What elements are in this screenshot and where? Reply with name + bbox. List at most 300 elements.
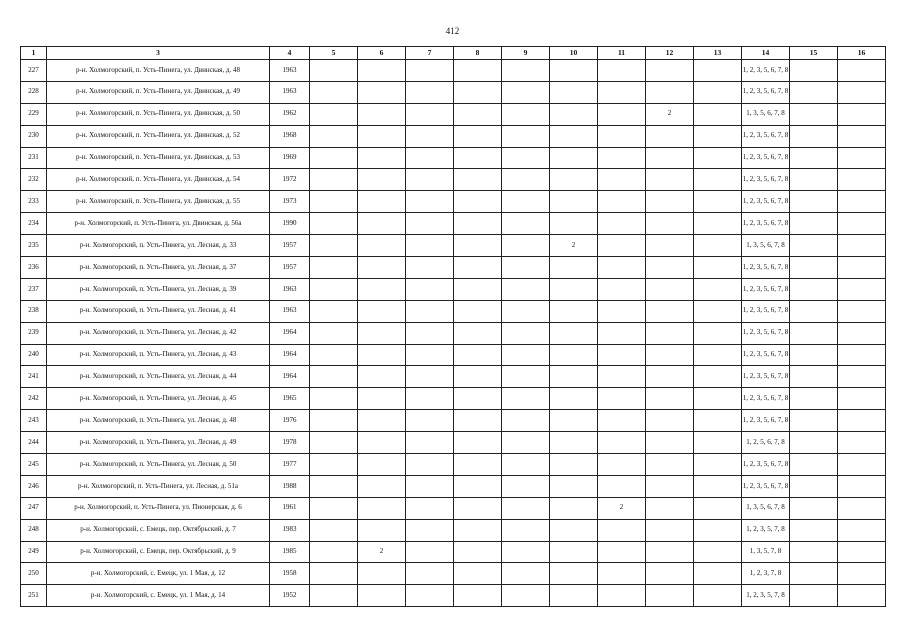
address-cell: р-н. Холмогорский, п. Усть-Пинега, ул. Двинская, д. 48 [47, 60, 270, 82]
cell-c15 [790, 322, 838, 344]
address-cell: р-н. Холмогорский, п. Усть-Пинега, ул. Лесная, д. 45 [47, 388, 270, 410]
cell-c7 [406, 169, 454, 191]
cell-c7 [406, 585, 454, 607]
cell-c6 [358, 191, 406, 213]
cell-c6 [358, 519, 406, 541]
codes-cell: 1, 3, 5, 6, 7, 8 [742, 103, 790, 125]
cell-c10 [550, 388, 598, 410]
cell-c9 [502, 475, 550, 497]
cell-c6 [358, 475, 406, 497]
address-cell: р-н. Холмогорский, п. Усть-Пинега, ул. Лесная, д. 49 [47, 432, 270, 454]
table-row [21, 541, 886, 563]
cell-c15 [790, 191, 838, 213]
cell-c16 [838, 585, 886, 607]
cell-c16 [838, 300, 886, 322]
cell-c6 [358, 60, 406, 82]
cell-c16 [838, 257, 886, 279]
row-number-cell: 248 [21, 519, 47, 541]
cell-c5 [310, 235, 358, 257]
cell-c11: 2 [598, 497, 646, 519]
cell-c8 [454, 103, 502, 125]
address-cell: р-н. Холмогорский, п. Усть-Пинега, ул. Лесная, д. 51а [47, 475, 270, 497]
cell-c12 [646, 388, 694, 410]
table-row [21, 344, 886, 366]
codes-cell: 1, 2, 3, 5, 6, 7, 8 [742, 125, 790, 147]
table-row [21, 125, 886, 147]
cell-c5 [310, 585, 358, 607]
cell-c10 [550, 585, 598, 607]
cell-c8 [454, 454, 502, 476]
cell-c8 [454, 125, 502, 147]
cell-c12 [646, 278, 694, 300]
row-number-cell: 249 [21, 541, 47, 563]
cell-c13 [694, 191, 742, 213]
cell-c16 [838, 60, 886, 82]
row-number-cell: 247 [21, 497, 47, 519]
cell-c16 [838, 563, 886, 585]
cell-c8 [454, 147, 502, 169]
year-cell: 1957 [270, 257, 310, 279]
cell-c13 [694, 410, 742, 432]
cell-c13 [694, 60, 742, 82]
cell-c16 [838, 191, 886, 213]
year-cell: 1964 [270, 322, 310, 344]
cell-c15 [790, 585, 838, 607]
cell-c8 [454, 300, 502, 322]
cell-c12 [646, 191, 694, 213]
row-number-cell: 237 [21, 278, 47, 300]
cell-c12 [646, 322, 694, 344]
cell-c6 [358, 432, 406, 454]
cell-c10 [550, 147, 598, 169]
cell-c6 [358, 563, 406, 585]
year-cell: 1973 [270, 191, 310, 213]
cell-c6 [358, 278, 406, 300]
cell-c8 [454, 388, 502, 410]
cell-c16 [838, 454, 886, 476]
address-cell: р-н. Холмогорский, п. Усть-Пинега, ул. Двинская, д. 54 [47, 169, 270, 191]
cell-c10 [550, 432, 598, 454]
table-row [21, 81, 886, 103]
cell-c11 [598, 322, 646, 344]
address-cell: р-н. Холмогорский, п. Усть-Пинега, ул. Лесная, д. 48 [47, 410, 270, 432]
table-row [21, 147, 886, 169]
cell-c6 [358, 147, 406, 169]
cell-c16 [838, 235, 886, 257]
address-cell: р-н. Холмогорский, с. Емецк, ул. 1 Мая, д. 12 [47, 563, 270, 585]
cell-c9 [502, 235, 550, 257]
codes-cell: 1, 2, 3, 5, 6, 7, 8 [742, 213, 790, 235]
cell-c13 [694, 125, 742, 147]
cell-c12 [646, 81, 694, 103]
row-number-cell: 229 [21, 103, 47, 125]
cell-c9 [502, 60, 550, 82]
cell-c5 [310, 213, 358, 235]
cell-c7 [406, 563, 454, 585]
year-cell: 1952 [270, 585, 310, 607]
cell-c6 [358, 410, 406, 432]
housing-registry-table [20, 46, 886, 607]
cell-c10 [550, 519, 598, 541]
cell-c9 [502, 278, 550, 300]
cell-c12: 2 [646, 103, 694, 125]
table-row [21, 454, 886, 476]
table-row [21, 103, 886, 125]
cell-c15 [790, 278, 838, 300]
cell-c6 [358, 344, 406, 366]
cell-c12 [646, 125, 694, 147]
codes-cell: 1, 2, 3, 5, 6, 7, 8 [742, 322, 790, 344]
cell-c16 [838, 410, 886, 432]
cell-c7 [406, 191, 454, 213]
cell-c11 [598, 366, 646, 388]
cell-c5 [310, 169, 358, 191]
year-cell: 1990 [270, 213, 310, 235]
cell-c7 [406, 81, 454, 103]
row-number-cell: 242 [21, 388, 47, 410]
address-cell: р-н. Холмогорский, п. Усть-Пинега, ул. Двинская, д. 55 [47, 191, 270, 213]
cell-c13 [694, 235, 742, 257]
cell-c7 [406, 519, 454, 541]
cell-c9 [502, 213, 550, 235]
cell-c12 [646, 169, 694, 191]
table-row [21, 585, 886, 607]
cell-c16 [838, 147, 886, 169]
year-cell: 1972 [270, 169, 310, 191]
cell-c15 [790, 366, 838, 388]
address-cell: р-н. Холмогорский, п. Усть-Пинега, ул. Лесная, д. 50 [47, 454, 270, 476]
cell-c6 [358, 454, 406, 476]
cell-c13 [694, 344, 742, 366]
cell-c13 [694, 432, 742, 454]
year-cell: 1962 [270, 103, 310, 125]
year-cell: 1963 [270, 81, 310, 103]
row-number-cell: 243 [21, 410, 47, 432]
year-cell: 1957 [270, 235, 310, 257]
cell-c15 [790, 300, 838, 322]
address-cell: р-н. Холмогорский, п. Усть-Пинега, ул. Двинская, д. 56а [47, 213, 270, 235]
cell-c16 [838, 475, 886, 497]
column-header: 9 [502, 47, 550, 60]
row-number-cell: 239 [21, 322, 47, 344]
year-cell: 1968 [270, 125, 310, 147]
cell-c15 [790, 563, 838, 585]
cell-c9 [502, 147, 550, 169]
row-number-cell: 231 [21, 147, 47, 169]
cell-c8 [454, 60, 502, 82]
cell-c13 [694, 519, 742, 541]
cell-c10 [550, 366, 598, 388]
cell-c7 [406, 60, 454, 82]
cell-c11 [598, 585, 646, 607]
address-cell: р-н. Холмогорский, с. Емецк, пер. Октябрьский, д. 9 [47, 541, 270, 563]
year-cell: 1964 [270, 366, 310, 388]
cell-c12 [646, 410, 694, 432]
cell-c16 [838, 541, 886, 563]
cell-c12 [646, 235, 694, 257]
cell-c8 [454, 519, 502, 541]
address-cell: р-н. Холмогорский, с. Емецк, ул. 1 Мая, д. 14 [47, 585, 270, 607]
row-number-cell: 233 [21, 191, 47, 213]
cell-c13 [694, 388, 742, 410]
cell-c15 [790, 475, 838, 497]
cell-c5 [310, 475, 358, 497]
cell-c13 [694, 278, 742, 300]
address-cell: р-н. Холмогорский, п. Усть-Пинега, ул. Лесная, д. 33 [47, 235, 270, 257]
cell-c10 [550, 81, 598, 103]
address-cell: р-н. Холмогорский, п. Усть-Пинега, ул. Лесная, д. 39 [47, 278, 270, 300]
row-number-cell: 236 [21, 257, 47, 279]
cell-c12 [646, 497, 694, 519]
codes-cell: 1, 2, 3, 5, 7, 8 [742, 585, 790, 607]
table-row [21, 366, 886, 388]
cell-c16 [838, 366, 886, 388]
cell-c13 [694, 213, 742, 235]
codes-cell: 1, 2, 3, 5, 6, 7, 8 [742, 410, 790, 432]
cell-c11 [598, 213, 646, 235]
cell-c15 [790, 519, 838, 541]
column-header: 3 [47, 47, 270, 60]
cell-c11 [598, 60, 646, 82]
cell-c5 [310, 432, 358, 454]
codes-cell: 1, 2, 3, 5, 6, 7, 8 [742, 191, 790, 213]
cell-c5 [310, 366, 358, 388]
table-row [21, 278, 886, 300]
cell-c7 [406, 125, 454, 147]
cell-c8 [454, 366, 502, 388]
cell-c15 [790, 344, 838, 366]
column-header: 15 [790, 47, 838, 60]
cell-c5 [310, 410, 358, 432]
cell-c5 [310, 563, 358, 585]
column-header: 12 [646, 47, 694, 60]
cell-c8 [454, 213, 502, 235]
table-row [21, 60, 886, 82]
column-header: 14 [742, 47, 790, 60]
year-cell: 1976 [270, 410, 310, 432]
cell-c6 [358, 322, 406, 344]
cell-c10 [550, 257, 598, 279]
header-row [21, 47, 886, 60]
cell-c12 [646, 519, 694, 541]
cell-c7 [406, 213, 454, 235]
column-header: 10 [550, 47, 598, 60]
cell-c7 [406, 410, 454, 432]
cell-c6 [358, 81, 406, 103]
cell-c12 [646, 454, 694, 476]
address-cell: р-н. Холмогорский, п. Усть-Пинега, ул. Лесная, д. 41 [47, 300, 270, 322]
cell-c6 [358, 235, 406, 257]
cell-c11 [598, 235, 646, 257]
cell-c7 [406, 344, 454, 366]
cell-c5 [310, 497, 358, 519]
cell-c5 [310, 322, 358, 344]
cell-c11 [598, 103, 646, 125]
cell-c11 [598, 278, 646, 300]
cell-c6 [358, 169, 406, 191]
cell-c10 [550, 563, 598, 585]
page-number: 412 [445, 26, 460, 36]
cell-c9 [502, 454, 550, 476]
codes-cell: 1, 2, 3, 5, 6, 7, 8 [742, 300, 790, 322]
column-header: 6 [358, 47, 406, 60]
cell-c9 [502, 497, 550, 519]
cell-c11 [598, 454, 646, 476]
cell-c11 [598, 81, 646, 103]
cell-c6 [358, 103, 406, 125]
cell-c11 [598, 169, 646, 191]
cell-c7 [406, 388, 454, 410]
codes-cell: 1, 2, 3, 5, 6, 7, 8 [742, 147, 790, 169]
table-row [21, 169, 886, 191]
codes-cell: 1, 2, 3, 5, 6, 7, 8 [742, 81, 790, 103]
cell-c12 [646, 60, 694, 82]
cell-c11 [598, 541, 646, 563]
cell-c8 [454, 344, 502, 366]
cell-c5 [310, 344, 358, 366]
cell-c7 [406, 257, 454, 279]
cell-c8 [454, 497, 502, 519]
cell-c10 [550, 278, 598, 300]
codes-cell: 1, 2, 3, 5, 6, 7, 8 [742, 388, 790, 410]
cell-c15 [790, 432, 838, 454]
cell-c16 [838, 125, 886, 147]
cell-c8 [454, 257, 502, 279]
cell-c15 [790, 454, 838, 476]
cell-c10 [550, 103, 598, 125]
cell-c9 [502, 585, 550, 607]
codes-cell: 1, 2, 3, 5, 6, 7, 8 [742, 454, 790, 476]
cell-c8 [454, 169, 502, 191]
cell-c6 [358, 213, 406, 235]
cell-c5 [310, 519, 358, 541]
cell-c10 [550, 322, 598, 344]
cell-c15 [790, 497, 838, 519]
cell-c9 [502, 169, 550, 191]
cell-c12 [646, 541, 694, 563]
cell-c15 [790, 169, 838, 191]
cell-c5 [310, 257, 358, 279]
cell-c15 [790, 410, 838, 432]
cell-c7 [406, 432, 454, 454]
cell-c9 [502, 432, 550, 454]
table-row [21, 213, 886, 235]
row-number-cell: 235 [21, 235, 47, 257]
cell-c15 [790, 257, 838, 279]
cell-c6 [358, 497, 406, 519]
cell-c9 [502, 366, 550, 388]
cell-c9 [502, 81, 550, 103]
table-row [21, 475, 886, 497]
cell-c8 [454, 541, 502, 563]
cell-c11 [598, 410, 646, 432]
table-row [21, 322, 886, 344]
cell-c5 [310, 388, 358, 410]
year-cell: 1977 [270, 454, 310, 476]
cell-c9 [502, 257, 550, 279]
cell-c11 [598, 563, 646, 585]
cell-c6 [358, 257, 406, 279]
row-number-cell: 234 [21, 213, 47, 235]
cell-c7 [406, 235, 454, 257]
cell-c12 [646, 300, 694, 322]
codes-cell: 1, 2, 3, 7, 8 [742, 563, 790, 585]
cell-c12 [646, 475, 694, 497]
table-row [21, 300, 886, 322]
cell-c13 [694, 81, 742, 103]
address-cell: р-н. Холмогорский, п. Усть-Пинега, ул. Двинская, д. 49 [47, 81, 270, 103]
cell-c10 [550, 497, 598, 519]
cell-c11 [598, 125, 646, 147]
table-row [21, 563, 886, 585]
year-cell: 1965 [270, 388, 310, 410]
cell-c15 [790, 213, 838, 235]
codes-cell: 1, 2, 3, 5, 7, 8 [742, 519, 790, 541]
cell-c11 [598, 300, 646, 322]
codes-cell: 1, 2, 3, 5, 6, 7, 8 [742, 60, 790, 82]
cell-c12 [646, 585, 694, 607]
year-cell: 1963 [270, 60, 310, 82]
cell-c8 [454, 475, 502, 497]
cell-c10 [550, 60, 598, 82]
cell-c6 [358, 125, 406, 147]
column-header: 4 [270, 47, 310, 60]
cell-c13 [694, 147, 742, 169]
codes-cell: 1, 3, 5, 6, 7, 8 [742, 497, 790, 519]
codes-cell: 1, 3, 5, 6, 7, 8 [742, 235, 790, 257]
cell-c10 [550, 541, 598, 563]
cell-c7 [406, 475, 454, 497]
cell-c9 [502, 300, 550, 322]
year-cell: 1969 [270, 147, 310, 169]
year-cell: 1963 [270, 300, 310, 322]
year-cell: 1961 [270, 497, 310, 519]
cell-c9 [502, 103, 550, 125]
cell-c7 [406, 103, 454, 125]
cell-c7 [406, 300, 454, 322]
year-cell: 1958 [270, 563, 310, 585]
cell-c13 [694, 366, 742, 388]
cell-c9 [502, 541, 550, 563]
row-number-cell: 230 [21, 125, 47, 147]
cell-c15 [790, 103, 838, 125]
cell-c12 [646, 257, 694, 279]
cell-c10 [550, 344, 598, 366]
cell-c5 [310, 81, 358, 103]
cell-c16 [838, 81, 886, 103]
column-header: 13 [694, 47, 742, 60]
cell-c16 [838, 169, 886, 191]
cell-c9 [502, 322, 550, 344]
cell-c7 [406, 541, 454, 563]
cell-c8 [454, 278, 502, 300]
cell-c5 [310, 147, 358, 169]
cell-c9 [502, 519, 550, 541]
cell-c10 [550, 475, 598, 497]
cell-c10 [550, 454, 598, 476]
row-number-cell: 244 [21, 432, 47, 454]
cell-c15 [790, 541, 838, 563]
cell-c12 [646, 563, 694, 585]
codes-cell: 1, 3, 5, 7, 8 [742, 541, 790, 563]
codes-cell: 1, 2, 3, 5, 6, 7, 8 [742, 344, 790, 366]
cell-c11 [598, 475, 646, 497]
cell-c16 [838, 432, 886, 454]
cell-c9 [502, 410, 550, 432]
row-number-cell: 246 [21, 475, 47, 497]
cell-c5 [310, 191, 358, 213]
column-header: 8 [454, 47, 502, 60]
